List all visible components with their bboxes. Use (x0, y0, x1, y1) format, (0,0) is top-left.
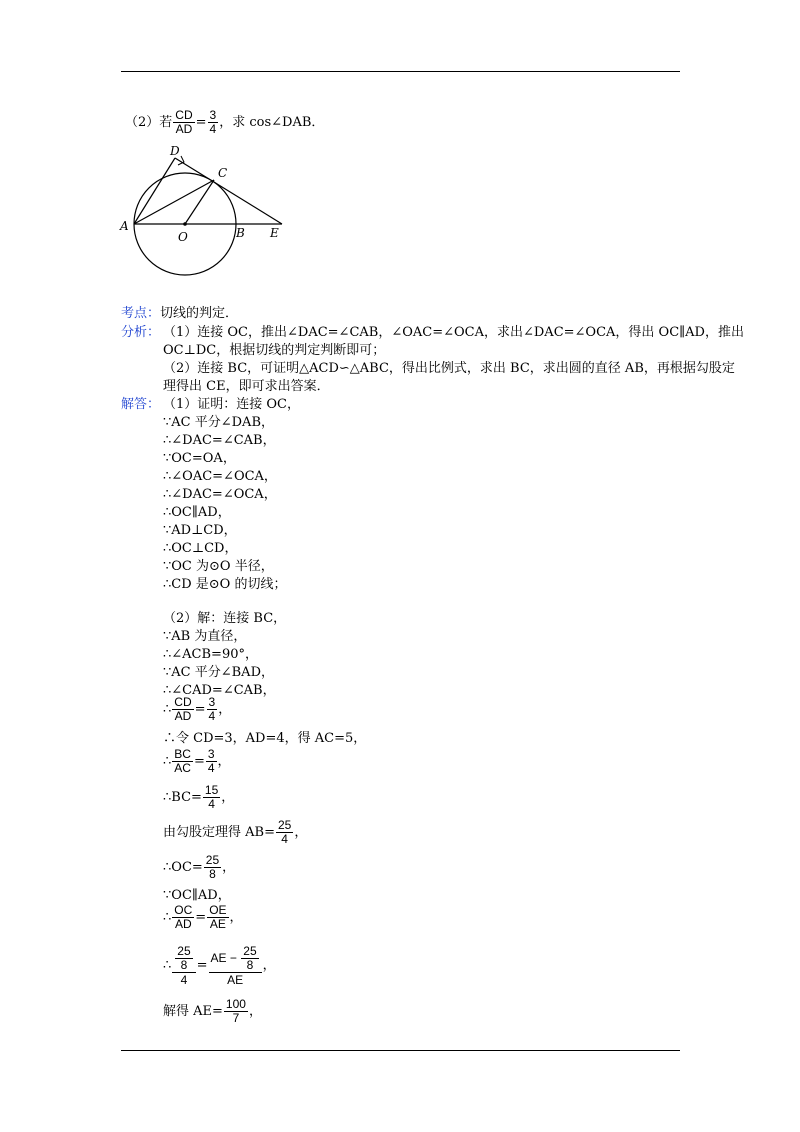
line-ac (134, 180, 214, 224)
solution-line: ∵AC 平分∠DAB， (163, 415, 274, 430)
solution-line: ∴CD 是⊙O 的切线； (163, 577, 287, 592)
solution-ab-value: 由勾股定理得 AB= $\frac{25}{4}$ ， (163, 818, 308, 846)
solution-ratio-bc-ac: ∴ $\frac{BC}{AC}$ = $\frac{3}{4}$ ， (163, 747, 231, 775)
solution-ratio-oc-ad: ∴ $\frac{OC}{AD}$ = $\frac{OE}{AE}$ ， (163, 903, 243, 931)
kaodian-line (121, 305, 238, 323)
solution-line: ∵OC 为⊙O 半径， (163, 559, 274, 574)
solution-line: ∴OC⊥CD， (163, 541, 238, 556)
solution-oc-value: ∴OC= $\frac{25}{8}$ ， (163, 853, 236, 881)
question-fraction: $\frac{CD}{AD}$ (175, 108, 193, 136)
solution-line: （2）解：连接 BC， (163, 611, 287, 626)
solution-line: ∴∠CAD=∠CAB， (163, 683, 276, 698)
solution-bc-value: ∴BC= $\frac{15}{4}$ ， (163, 783, 235, 811)
solution-line: ∴∠DAC=∠CAB， (163, 433, 276, 448)
fenxi-line: 理得出 CE，即可求出答案． (163, 379, 330, 394)
solution-line: ∵AD⊥CD， (163, 523, 237, 538)
line-oc (185, 180, 214, 224)
label-c: C (218, 166, 228, 180)
kaodian-text: 切线的判定． (160, 306, 239, 321)
question-line: （2）若 $\frac{CD}{AD}$ = $\frac{3}{4}$ ，求 cos∠DAB． (125, 108, 325, 136)
fenxi-line: （1）连接 OC，推出∠DAC=∠CAB，∠OAC=∠OCA，求出∠DAC=∠OCA，得出 OC∥AD，推出 (163, 325, 744, 340)
label-b: B (236, 226, 245, 240)
solution-ae-value: 解得 AE= $\frac{100}{7}$ ， (163, 997, 262, 1025)
solution-line: ∵OC∥AD， (163, 888, 231, 903)
label-d: D (170, 144, 180, 158)
center-dot (183, 222, 187, 226)
solution-line: ∵OC=OA， (163, 451, 236, 466)
solution-line: （1）证明：连接 OC， (163, 397, 301, 412)
label-e: E (270, 226, 279, 240)
fenxi-line: （2）连接 BC，可证明△ACD∽△ABC，得出比例式，求出 BC，求出圆的直径 AB，再根据勾股定 (163, 361, 735, 376)
solution-line: ∴∠ACB=90°， (163, 647, 258, 662)
fenxi-line: OC⊥DC，根据切线的判定判断即可； (163, 343, 386, 358)
footer-rule (121, 1050, 680, 1051)
solution-ratio-cd-ad: ∴ $\frac{CD}{AD}$ = $\frac{3}{4}$ ， (163, 695, 232, 723)
kaodian-label: 考点： (121, 306, 161, 321)
header-rule (121, 71, 680, 72)
solution-line: ∵AB 为直径， (163, 629, 247, 644)
label-o: O (178, 230, 188, 244)
solution-line: ∴OC∥AD， (163, 505, 231, 520)
fenxi-label: 分析： (121, 325, 161, 340)
question-value: $\frac{3}{4}$ (209, 108, 217, 136)
solution-line: ∴∠OAC=∠OCA， (163, 469, 277, 484)
label-a: A (120, 219, 129, 233)
jieda-label: 解答： (121, 397, 161, 412)
solution-line: ∴∠DAC=∠OCA， (163, 487, 277, 502)
solution-compound-ratio: ∴ $\frac{\frac{25}{8}}{4}$ = AE − $\frac{25}{8}$ AE ， (163, 943, 276, 987)
solution-line: ∴令 CD=3，AD=4，得 AC=5， (163, 731, 367, 746)
line-ad (134, 158, 175, 224)
solution-line: ∵AC 平分∠BAD， (163, 665, 274, 680)
geometry-figure (118, 140, 298, 280)
